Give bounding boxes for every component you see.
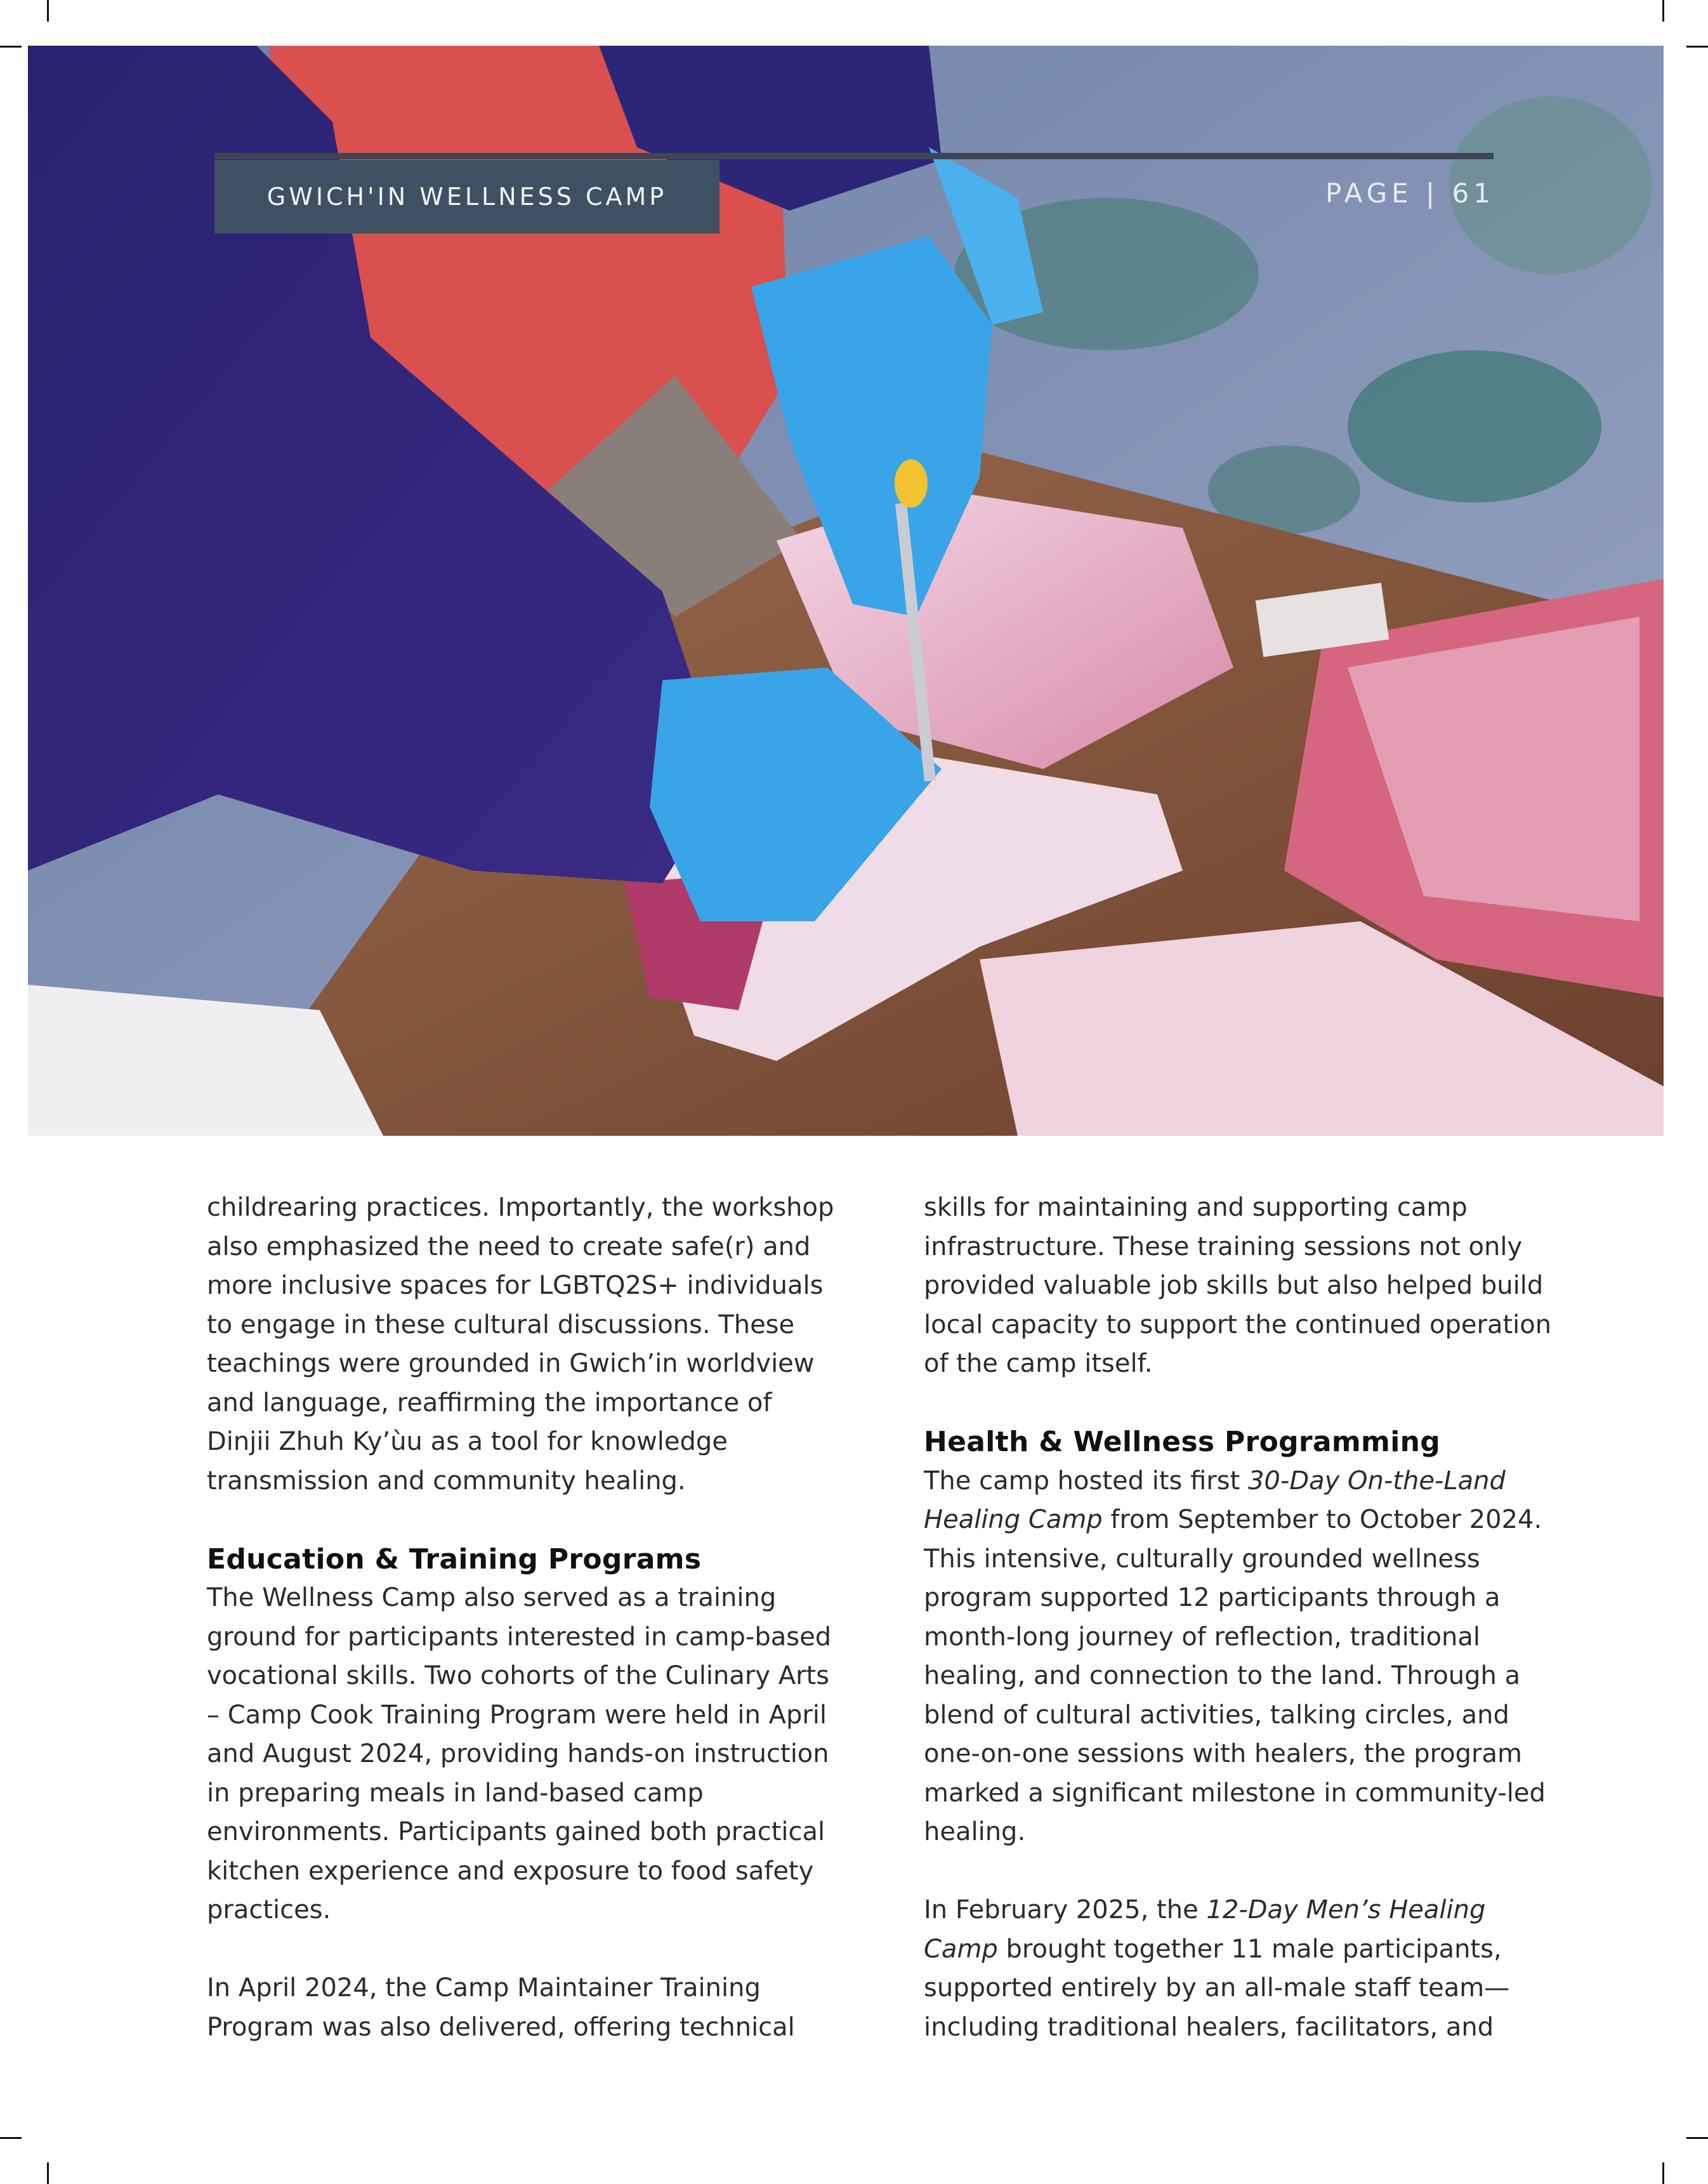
crop-mark <box>47 2162 49 2184</box>
crop-mark <box>1662 2162 1664 2184</box>
right-paragraph-3 <box>924 1891 1558 2047</box>
left-column <box>207 1188 841 2047</box>
crop-mark <box>47 0 49 22</box>
right-column <box>924 1188 1558 2047</box>
crop-mark <box>1686 46 1708 48</box>
health-heading: Health & Wellness Programming <box>924 1426 1440 1458</box>
text-run: The camp hosted its first <box>924 1466 1248 1496</box>
crop-mark <box>1662 0 1664 22</box>
left-paragraph-1: childrearing practices. Importantly, the workshop also emphasized the need to create safe(r) and more inclusive spaces for LGBTQ2S+ individuals to engage in these cultural discussions. These teachings were grounded in Gwich’in worldview and language, reaffirming the importance of Dinjii Zhuh Ky’ùu as a tool for knowledge transmission and community healing. <box>207 1193 834 1496</box>
header-rule <box>214 153 1494 159</box>
crop-mark <box>0 46 22 48</box>
right-paragraph-1: skills for maintaining and supporting camp infrastructure. These training sessions not only provided valuable job skills but also helped build local capacity to support the continued operation of the camp itself. <box>924 1193 1552 1378</box>
text-run: from September to October 2024. This intensive, culturally grounded wellness program supported 12 participants through a month-long journey of reflection, traditional healing, and connection to the land. Through a blend of cultural activities, talking circles, and one-on-one sessions with healers, the program marked a significant milestone in community-led healing. <box>924 1505 1546 1846</box>
page-number: PAGE | 61 <box>1325 178 1495 209</box>
section-title: GWICH'IN WELLNESS CAMP <box>214 160 719 234</box>
crop-mark <box>1686 2137 1708 2139</box>
right-paragraph-2 <box>924 1462 1558 1852</box>
crop-mark <box>0 2137 22 2139</box>
program-name-italic: 12-Day Men’s Healing Camp <box>924 1895 1486 1964</box>
text-run: brought together 11 male participants, supported entirely by an all-male staff team—including traditional healers, facilitators, and <box>924 1934 1510 2042</box>
left-paragraph-2: The Wellness Camp also served as a training ground for participants interested in camp-based vocational skills. Two cohorts of the Culinary Arts – Camp Cook Training Program were held in April and August 2024, providing hands-on instruction in preparing meals in land-based camp environments. Participants gained both practical kitchen experience and exposure to food safety practices. <box>207 1583 832 1924</box>
text-run: In February 2025, the <box>924 1895 1207 1924</box>
education-heading: Education & Training Programs <box>207 1543 702 1576</box>
program-name-italic: 30-Day On-the-Land Healing Camp <box>924 1466 1506 1534</box>
left-paragraph-3: In April 2024, the Camp Maintainer Training Program was also delivered, offering technical <box>207 1973 795 2042</box>
